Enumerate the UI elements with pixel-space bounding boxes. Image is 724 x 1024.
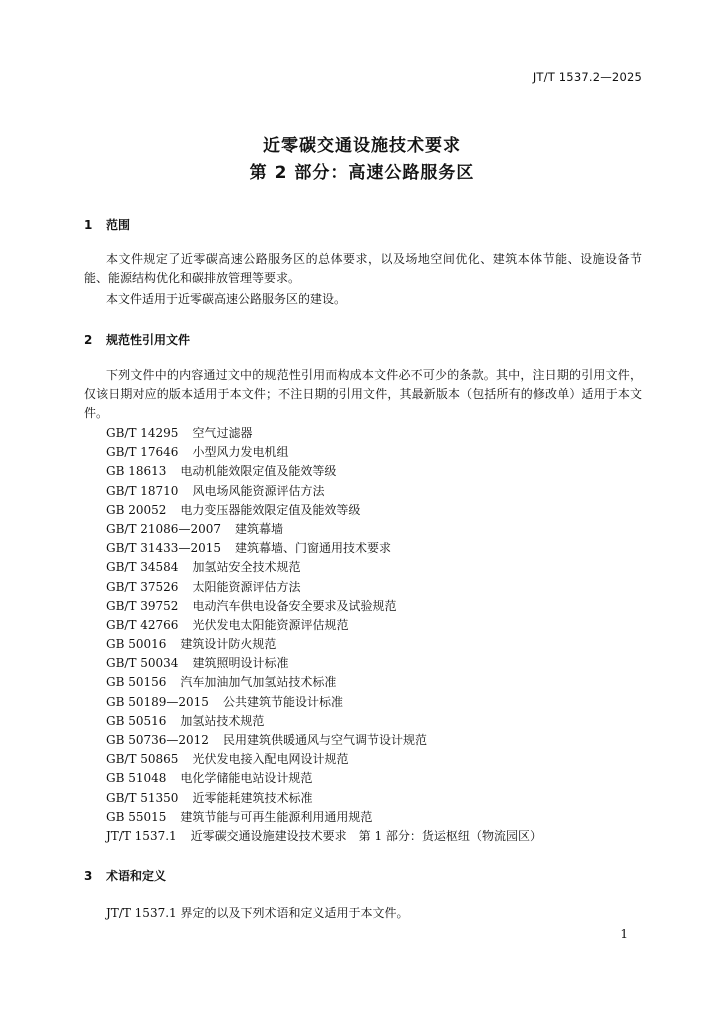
- reference-title: 空气过滤器: [192, 426, 253, 440]
- reference-item: [106, 654, 542, 673]
- reference-title: 太阳能资源评估方法: [192, 579, 301, 594]
- reference-code: GB 18613: [106, 464, 167, 479]
- section-number: 3: [84, 869, 93, 883]
- reference-item: [106, 501, 542, 520]
- reference-code: GB/T 37526: [106, 579, 179, 594]
- reference-item: [106, 558, 542, 577]
- document-code: JT/T 1537.2—2025: [532, 70, 642, 84]
- reference-item: [106, 597, 542, 616]
- reference-code: GB 50189—2015: [106, 694, 209, 709]
- reference-title: 光伏发电太阳能资源评估规范: [192, 617, 349, 632]
- reference-item: [106, 482, 542, 501]
- reference-item: [106, 808, 542, 827]
- reference-title: 加氢站安全技术规范: [192, 560, 301, 575]
- paragraph: 下列文件中的内容通过文中的规范性引用而构成本文件必不可少的条款。其中，注日期的引用文件，仅该日期对应的版本适用于本文件；不注日期的引用文件，其最新版本（包括所有的修改单）适用于本文件。: [84, 368, 642, 420]
- reference-item: [106, 769, 542, 788]
- reference-item: [106, 827, 542, 846]
- reference-code: GB/T 18710: [106, 483, 179, 498]
- section-heading-terms-and-definitions: [84, 867, 166, 884]
- reference-title: 风电场风能资源评估方法: [192, 483, 325, 498]
- document-subtitle: 第 2 部分：高速公路服务区: [249, 163, 475, 183]
- reference-item: [106, 693, 542, 712]
- reference-code: GB/T 51350: [106, 790, 179, 805]
- reference-title: 近零碳交通设施建设技术要求 第 1 部分：货运枢纽（物流园区）: [190, 828, 542, 843]
- reference-title: 加氢站技术规范: [180, 713, 265, 728]
- reference-title: 近零能耗建筑技术标准: [192, 790, 313, 805]
- reference-code: GB/T 50034: [106, 656, 179, 671]
- reference-item: [106, 424, 542, 443]
- reference-item: [106, 673, 542, 692]
- reference-code: GB 55015: [106, 809, 167, 824]
- reference-code: GB 51048: [106, 771, 167, 786]
- reference-title: 光伏发电接入配电网设计规范: [192, 752, 349, 767]
- reference-item: [106, 712, 542, 731]
- reference-title: 电动汽车供电设备安全要求及试验规范: [192, 598, 397, 613]
- section-number: 2: [84, 333, 93, 347]
- reference-title: 电化学储能电站设计规范: [180, 771, 313, 786]
- reference-code: GB/T 21086—2007: [106, 521, 221, 536]
- reference-title: 电力变压器能效限定值及能效等级: [180, 502, 361, 517]
- reference-item: [106, 443, 542, 462]
- section-heading-scope: [84, 216, 130, 233]
- reference-code: GB 50016: [106, 637, 167, 652]
- reference-title: 建筑照明设计标准: [192, 656, 289, 671]
- reference-code: GB/T 42766: [106, 617, 179, 632]
- reference-item: [106, 616, 542, 635]
- paragraph: JT/T 1537.1 界定的以及下列术语和定义适用于本文件。: [106, 906, 409, 920]
- reference-item: [106, 462, 542, 481]
- reference-item: [106, 539, 542, 558]
- reference-title: 建筑节能与可再生能源利用通用规范: [180, 809, 373, 824]
- reference-title: 建筑设计防火规范: [180, 637, 277, 652]
- reference-code: GB/T 34584: [106, 560, 179, 575]
- section-number: 1: [84, 218, 93, 232]
- reference-title: 公共建筑节能设计标准: [222, 694, 343, 709]
- page-number: 1: [620, 927, 628, 941]
- section-heading-normative-references: [84, 331, 190, 348]
- document-title: 近零碳交通设施技术要求: [263, 136, 461, 156]
- reference-item: [106, 520, 542, 539]
- section-title: 范围: [106, 218, 131, 232]
- reference-item: [106, 789, 542, 808]
- reference-code: GB/T 14295: [106, 426, 179, 440]
- reference-code: GB/T 50865: [106, 752, 179, 767]
- reference-code: GB/T 31433—2015: [106, 541, 221, 556]
- reference-title: 建筑幕墙: [234, 521, 283, 536]
- reference-item: [106, 750, 542, 769]
- reference-code: GB 50736—2012: [106, 733, 209, 747]
- section-title: 术语和定义: [106, 869, 167, 883]
- reference-code: GB/T 39752: [106, 598, 179, 613]
- paragraph: 本文件适用于近零碳高速公路服务区的建设。: [106, 292, 347, 306]
- reference-title: 小型风力发电机组: [192, 445, 289, 460]
- reference-title: 民用建筑供暖通风与空气调节设计规范: [222, 733, 427, 747]
- reference-code: GB 20052: [106, 502, 167, 517]
- reference-code: GB 50516: [106, 713, 167, 728]
- paragraph: 本文件规定了近零碳高速公路服务区的总体要求，以及场地空间优化、建筑本体节能、设施设备节能、能源结构优化和碳排放管理等要求。: [84, 252, 642, 285]
- reference-title: 建筑幕墙、门窗通用技术要求: [234, 541, 391, 556]
- reference-code: JT/T 1537.1: [106, 828, 177, 843]
- reference-list: [106, 424, 542, 846]
- reference-code: GB/T 17646: [106, 445, 179, 460]
- section-title: 规范性引用文件: [106, 333, 191, 347]
- reference-title: 汽车加油加气加氢站技术标准: [180, 675, 337, 690]
- reference-code: GB 50156: [106, 675, 167, 690]
- reference-item: [106, 578, 542, 597]
- reference-item: [106, 731, 542, 750]
- reference-title: 电动机能效限定值及能效等级: [180, 464, 337, 479]
- reference-item: [106, 635, 542, 654]
